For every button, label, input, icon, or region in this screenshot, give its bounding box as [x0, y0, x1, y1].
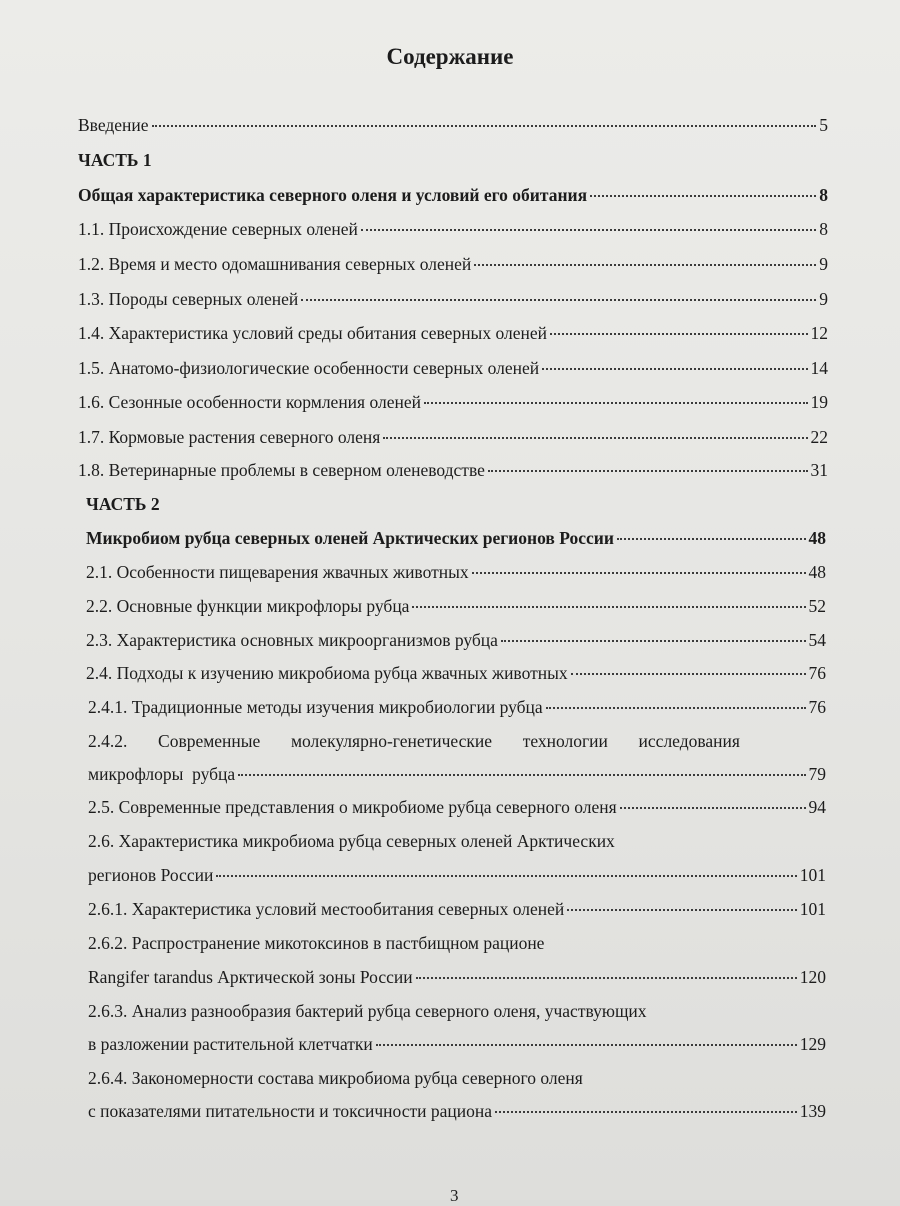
dot-leader — [567, 908, 797, 911]
dot-leader — [238, 773, 805, 776]
toc-entry-2-3[interactable] — [86, 623, 826, 657]
toc-page-number: 22 — [810, 427, 828, 447]
toc-page-number: 52 — [808, 596, 826, 616]
toc-page-number: 76 — [808, 697, 826, 717]
dot-leader — [501, 639, 806, 642]
toc-entry-2-6-4-line1: 2.6.4. Закономерности состава микробиома рубца северного оленя — [88, 1068, 583, 1088]
toc-entry-label: 2.5. Современные представления о микробиоме рубца северного оленя — [88, 797, 617, 817]
toc-entry-label: с показателями питательности и токсичности рациона — [88, 1101, 492, 1121]
toc-entry-label: 2.1. Особенности пищеварения жвачных животных — [86, 562, 469, 582]
toc-page-number: 31 — [810, 460, 828, 480]
dot-leader — [495, 1110, 797, 1113]
toc-entry-label: 1.6. Сезонные особенности кормления оленей — [78, 392, 421, 412]
toc-entry-label: 1.7. Кормовые растения северного оленя — [78, 427, 381, 447]
toc-page-number: 5 — [819, 115, 828, 135]
part-2-heading: ЧАСТЬ 2 — [86, 494, 160, 514]
toc-page-number: 139 — [799, 1101, 826, 1121]
toc-entry-label: 2.3. Характеристика основных микроорганизмов рубца — [86, 630, 498, 650]
toc-page-number: 8 — [819, 219, 828, 239]
dot-leader — [620, 806, 806, 809]
toc-entry-label: 1.3. Породы северных оленей — [78, 289, 299, 309]
toc-entry-2-4[interactable] — [86, 656, 826, 690]
word: молекулярно-генетические — [290, 731, 493, 751]
toc-page-number: 19 — [810, 392, 828, 412]
toc-entry-1-2[interactable] — [78, 247, 828, 281]
dot-leader — [571, 672, 806, 675]
dot-leader — [546, 706, 806, 709]
toc-entry-2-4-2[interactable] — [88, 757, 826, 791]
word: Современные — [158, 731, 261, 751]
dot-leader — [488, 469, 808, 472]
dot-leader — [617, 537, 806, 540]
toc-entry-part2-heading[interactable] — [86, 521, 826, 555]
toc-page-number: 120 — [799, 967, 826, 987]
dot-leader — [590, 194, 816, 197]
toc-entry-1-3[interactable] — [78, 282, 828, 316]
toc-entry-2-6[interactable] — [88, 858, 826, 892]
part-1-heading: ЧАСТЬ 1 — [78, 150, 152, 170]
toc-entry-label: Микробиом рубца северных оленей Арктических регионов России — [86, 528, 614, 548]
toc-page-number: 48 — [808, 528, 826, 548]
toc-entry-2-6-3[interactable] — [88, 1027, 826, 1061]
toc-entry-label: 2.2. Основные функции микрофлоры рубца — [86, 596, 410, 616]
toc-page-number: 101 — [799, 899, 826, 919]
toc-entry-2-5[interactable] — [88, 790, 826, 824]
toc-entry-label: 2.6.1. Характеристика условий местообитания северных оленей — [88, 899, 565, 919]
toc-page-number: 101 — [799, 865, 826, 885]
dot-leader — [216, 874, 796, 877]
toc-entry-1-5[interactable] — [78, 351, 828, 385]
toc-entry-label: 1.1. Происхождение северных оленей — [78, 219, 358, 239]
page-number: 3 — [450, 1186, 459, 1205]
toc-page-number: 8 — [819, 185, 828, 205]
toc-entry-2-1[interactable] — [86, 555, 826, 589]
dot-leader — [550, 332, 808, 335]
dot-leader — [361, 228, 816, 231]
toc-entry-label: 2.4.1. Традиционные методы изучения микробиологии рубца — [88, 697, 543, 717]
toc-entry-2-4-2-line1 — [88, 724, 838, 758]
toc-entry-2-6-3-line1: 2.6.3. Анализ разнообразия бактерий рубца северного оленя, участвующих — [88, 1001, 647, 1021]
justified-line — [88, 724, 740, 758]
toc-entry-2-4-1[interactable] — [88, 690, 826, 724]
word: исследования — [638, 731, 740, 751]
toc-entry-1-7[interactable] — [78, 420, 828, 454]
toc-page-number: 12 — [810, 323, 828, 343]
toc-page-number: 76 — [808, 663, 826, 683]
toc-entry-label: 2.4. Подходы к изучению микробиома рубца жвачных животных — [86, 663, 568, 683]
toc-entry-label: в разложении растительной клетчатки — [88, 1034, 373, 1054]
word: технологии — [522, 731, 608, 751]
toc-entry-label: 1.5. Анатомо-физиологические особенности северных оленей — [78, 358, 540, 378]
toc-entry-intro[interactable] — [78, 108, 828, 142]
dot-leader — [301, 298, 816, 301]
toc-entry-label: 1.2. Время и место одомашнивания северных оленей — [78, 254, 472, 274]
dot-leader — [412, 605, 805, 608]
toc-page-number: 14 — [810, 358, 828, 378]
toc-entry-label: 1.4. Характеристика условий среды обитания северных оленей — [78, 323, 547, 343]
dot-leader — [376, 1043, 797, 1046]
toc-entry-1-8[interactable] — [78, 453, 828, 487]
toc-page-number: 9 — [819, 254, 828, 274]
toc-page-number: 48 — [808, 562, 826, 582]
toc-entry-2-2[interactable] — [86, 589, 826, 623]
dot-leader — [542, 367, 807, 370]
dot-leader — [474, 263, 816, 266]
toc-page-number: 9 — [819, 289, 828, 309]
dot-leader — [152, 124, 817, 127]
toc-entry-1-4[interactable] — [78, 316, 828, 350]
toc-entry-label: Общая характеристика северного оленя и условий его обитания — [78, 185, 588, 205]
toc-entry-1-6[interactable] — [78, 385, 828, 419]
toc-entry-label: 1.8. Ветеринарные проблемы в северном оленеводстве — [78, 460, 485, 480]
toc-entry-1-1[interactable] — [78, 212, 828, 246]
dot-leader — [424, 401, 808, 404]
toc-entry-2-6-4[interactable] — [88, 1094, 826, 1128]
dot-leader — [383, 436, 807, 439]
toc-page-number: 54 — [808, 630, 826, 650]
dot-leader — [472, 571, 806, 574]
toc-entry-2-6-2[interactable] — [88, 960, 826, 994]
toc-page-number: 129 — [799, 1034, 826, 1054]
toc-page-number: 79 — [808, 764, 826, 784]
toc-entry-2-6-line1: 2.6. Характеристика микробиома рубца северных оленей Арктических — [88, 831, 615, 851]
toc-entry-label: микрофлоры рубца — [88, 764, 236, 784]
toc-page-number: 94 — [808, 797, 826, 817]
dot-leader — [416, 976, 797, 979]
toc-entry-part1-heading[interactable] — [78, 178, 828, 212]
toc-entry-2-6-1[interactable] — [88, 892, 826, 926]
toc-entry-label: Rangifer tarandus Арктической зоны России — [88, 967, 413, 987]
toc-entry-label: регионов России — [88, 865, 214, 885]
word: 2.4.2. — [88, 731, 128, 751]
toc-entry-label: Введение — [78, 115, 149, 135]
page-title: Содержание — [386, 44, 514, 69]
toc-entry-2-6-2-line1: 2.6.2. Распространение микотоксинов в пастбищном рационе — [88, 933, 545, 953]
